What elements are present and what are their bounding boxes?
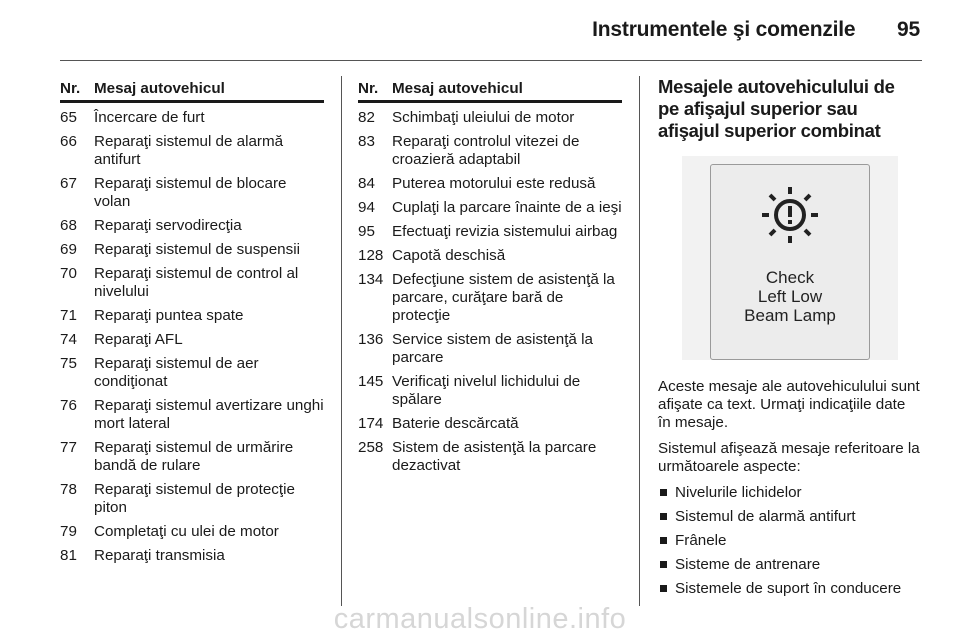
message-text: Reparaţi servodirecţia	[94, 217, 242, 234]
message-text: Efectuaţi revizia sistemului airbag	[392, 223, 618, 240]
message-text: Reparaţi transmisia	[94, 547, 225, 564]
column-header-nr: Nr.	[358, 80, 379, 97]
aspects-list	[658, 484, 920, 598]
list-item	[658, 532, 920, 550]
message-number: 94	[358, 199, 375, 216]
paragraph-aspects: Sistemul afişează mesaje referitoare la următoarele aspecte:	[658, 440, 920, 475]
table-row	[60, 547, 324, 565]
message-number: 79	[60, 523, 77, 540]
table-row	[358, 133, 622, 169]
message-number: 66	[60, 133, 77, 150]
list-item-text: Frânele	[675, 532, 727, 549]
message-text: Reparaţi sistemul de alarmă antifurt	[94, 133, 284, 168]
table-row	[358, 415, 622, 433]
column-header-message: Mesaj autovehicul	[392, 80, 523, 97]
display-line-1: Check	[765, 268, 815, 287]
message-text: Reparaţi sistemul avertizare unghi mort lateral	[94, 397, 324, 432]
message-table-left	[60, 80, 324, 565]
message-number: 81	[60, 547, 77, 564]
column-divider-1	[341, 76, 342, 606]
table-row	[358, 271, 622, 325]
bulb-warning-icon	[759, 185, 821, 247]
message-text: Reparaţi sistemul de suspensii	[94, 241, 300, 258]
message-number: 174	[358, 415, 384, 432]
table-row	[60, 265, 324, 301]
message-text: Cuplaţi la parcare înainte de a ieşi	[392, 199, 622, 216]
message-number: 78	[60, 481, 77, 498]
table-row	[358, 439, 622, 475]
column-divider-2	[639, 76, 640, 606]
table-row	[60, 307, 324, 325]
table-row	[60, 175, 324, 211]
message-number: 71	[60, 307, 77, 324]
page-title: Instrumentele şi comenzile	[592, 18, 856, 41]
bullet-square-icon	[660, 585, 667, 592]
column-header-nr: Nr.	[60, 80, 81, 97]
paragraph-intro: Aceste mesaje ale autovehiculului sunt afişate ca text. Urmaţi indicaţiile date în mesaje.	[658, 378, 920, 431]
table-header	[358, 80, 622, 103]
list-item	[658, 556, 920, 574]
message-number: 145	[358, 373, 384, 390]
table-row	[60, 355, 324, 391]
message-text: Reparaţi sistemul de control al nivelului	[94, 265, 299, 300]
table-row	[60, 439, 324, 475]
list-item	[658, 484, 920, 502]
message-text: Schimbaţi uleiului de motor	[392, 109, 575, 126]
message-text: Verificaţi nivelul lichidului de spălare	[392, 373, 581, 408]
bullet-square-icon	[660, 537, 667, 544]
message-number: 70	[60, 265, 77, 282]
table-row	[60, 217, 324, 235]
message-text: Reparaţi sistemul de blocare volan	[94, 175, 287, 210]
section-title: Mesajele autovehiculului de pe afişajul superior sau afişajul superior combinat	[658, 76, 895, 141]
message-text: Service sistem de asistenţă la parcare	[392, 331, 593, 366]
message-number: 95	[358, 223, 375, 240]
message-text: Defecţiune sistem de asistenţă la parcare, curăţare bară de protecţie	[392, 271, 615, 324]
list-item	[658, 508, 920, 526]
list-item-text: Sistemul de alarmă antifurt	[675, 508, 856, 525]
bullet-square-icon	[660, 513, 667, 520]
column-header-message: Mesaj autovehicul	[94, 80, 225, 97]
message-text: Reparaţi puntea spate	[94, 307, 244, 324]
message-number: 134	[358, 271, 384, 288]
head-up-display-figure	[682, 156, 898, 360]
table-row	[60, 109, 324, 127]
page-header	[40, 18, 920, 42]
message-number: 83	[358, 133, 375, 150]
watermark: carmanualsonline.info	[333, 603, 627, 635]
message-number: 68	[60, 217, 77, 234]
table-row	[60, 481, 324, 517]
message-number: 67	[60, 175, 77, 192]
message-number: 76	[60, 397, 77, 414]
page-number: 95	[897, 18, 920, 41]
message-text: Puterea motorului este redusă	[392, 175, 596, 192]
table-row	[60, 331, 324, 349]
display-line-2: Left Low	[757, 287, 823, 306]
table-row	[60, 523, 324, 541]
message-number: 84	[358, 175, 375, 192]
list-item-text: Sistemele de suport în conducere	[675, 580, 902, 597]
header-divider	[60, 60, 922, 61]
message-table-middle	[358, 80, 622, 475]
table-row	[60, 397, 324, 433]
right-column	[658, 76, 920, 604]
table-row	[60, 133, 324, 169]
display-message	[711, 268, 869, 325]
message-text: Baterie descărcată	[392, 415, 519, 432]
display-line-3: Beam Lamp	[744, 306, 836, 325]
message-number: 77	[60, 439, 77, 456]
table-row	[358, 247, 622, 265]
table-row	[358, 223, 622, 241]
message-text: Reparaţi sistemul de protecţie piton	[94, 481, 295, 516]
message-number: 82	[358, 109, 375, 126]
table-row	[358, 109, 622, 127]
message-number: 74	[60, 331, 77, 348]
message-number: 75	[60, 355, 77, 372]
message-text: Reparaţi sistemul de urmărire bandă de rulare	[94, 439, 294, 474]
message-text: Reparaţi sistemul de aer condiţionat	[94, 355, 259, 390]
table-row	[358, 175, 622, 193]
table-row	[358, 373, 622, 409]
table-row	[60, 241, 324, 259]
bullet-square-icon	[660, 561, 667, 568]
bullet-square-icon	[660, 489, 667, 496]
list-item-text: Nivelurile lichidelor	[675, 484, 802, 501]
message-text: Sistem de asistenţă la parcare dezactivat	[392, 439, 597, 474]
table-row	[358, 331, 622, 367]
message-text: Capotă deschisă	[392, 247, 506, 264]
message-number: 258	[358, 439, 384, 456]
message-number: 69	[60, 241, 77, 258]
message-text: Completaţi cu ulei de motor	[94, 523, 279, 540]
table-row	[358, 199, 622, 217]
message-number: 65	[60, 109, 77, 126]
message-text: Reparaţi AFL	[94, 331, 183, 348]
message-number: 136	[358, 331, 384, 348]
message-text: Reparaţi controlul vitezei de croazieră adaptabil	[392, 133, 580, 168]
list-item	[658, 580, 920, 598]
display-panel	[710, 164, 870, 360]
list-item-text: Sisteme de antrenare	[675, 556, 821, 573]
message-text: Încercare de furt	[94, 109, 205, 126]
table-header	[60, 80, 324, 103]
message-number: 128	[358, 247, 384, 264]
